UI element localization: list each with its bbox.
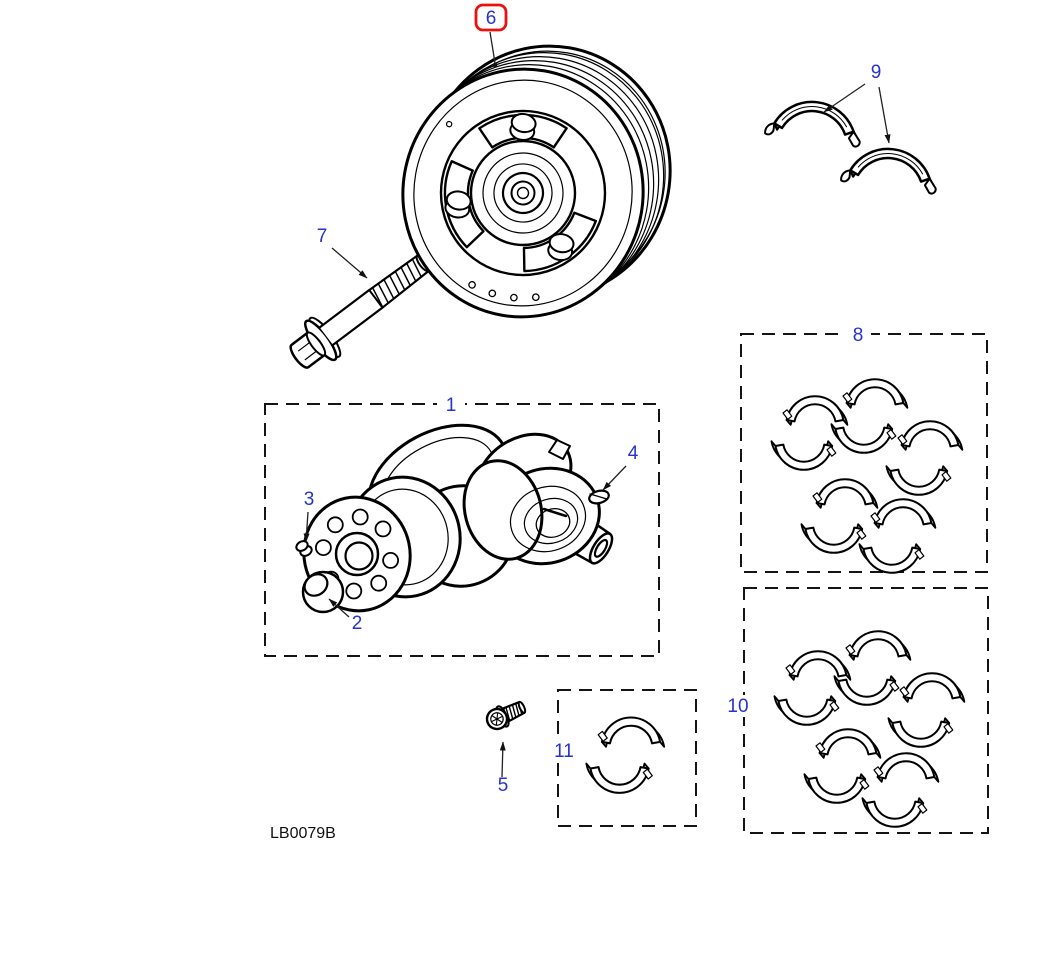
group-box-crankshaft — [265, 403, 659, 656]
part-bearing-pair[interactable] — [586, 717, 664, 792]
callout-2[interactable]: 2 — [351, 613, 363, 634]
leader-line-4 — [603, 466, 626, 490]
callout-9[interactable]: 9 — [870, 62, 882, 83]
part-crankshaft-pulley-bolt[interactable] — [282, 242, 441, 378]
callout-11[interactable]: 11 — [554, 741, 574, 762]
leader-line-6 — [490, 32, 495, 63]
part-screw[interactable] — [483, 696, 528, 733]
callout-7[interactable]: 7 — [316, 226, 328, 247]
callout-5[interactable]: 5 — [497, 775, 509, 796]
leader-line-9a — [824, 84, 865, 112]
part-thrust-washers[interactable] — [765, 97, 940, 194]
group-box-main-bearings — [741, 334, 987, 573]
callout-1[interactable]: 1 — [445, 395, 457, 416]
group-box-rod-bearings — [744, 588, 988, 833]
part-rod-bearing-set[interactable] — [774, 631, 964, 827]
callout-10[interactable]: 10 — [727, 696, 749, 717]
callout-3[interactable]: 3 — [303, 489, 315, 510]
leader-line-5 — [502, 742, 503, 777]
callout-4[interactable]: 4 — [627, 443, 639, 464]
callout-8[interactable]: 8 — [852, 325, 864, 346]
callout-6[interactable]: 6 — [485, 8, 497, 29]
drawing-code: LB0079B — [270, 825, 336, 842]
part-crankshaft-pulley[interactable] — [383, 27, 690, 336]
part-main-bearing-set[interactable] — [771, 379, 962, 573]
leader-line-7 — [332, 248, 367, 278]
leader-dot-6 — [493, 63, 498, 68]
leader-line-9b — [879, 87, 889, 143]
